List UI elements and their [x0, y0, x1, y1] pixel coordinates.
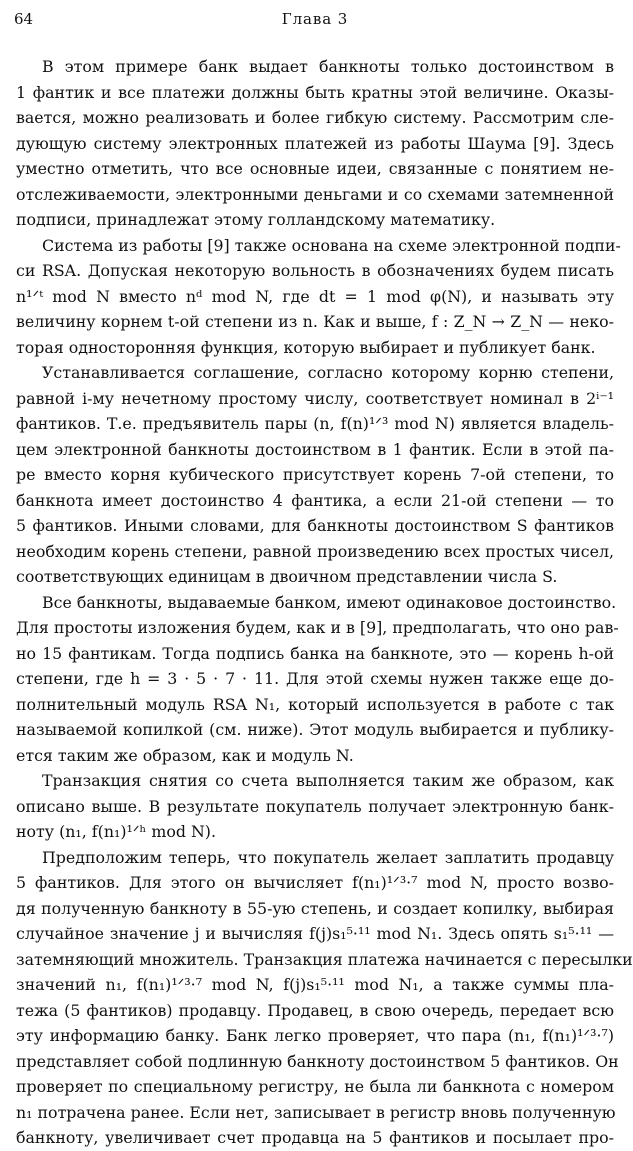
- text-line: Предположим теперь, что покупатель желает заплатить продавцу: [42, 847, 614, 867]
- text-line: проверяет по специальному регистру, не была ли банкнота с номером: [16, 1077, 614, 1096]
- paragraph-5: [16, 768, 614, 845]
- text-line: Транзакция снятия со счета выполняется таким же образом, как: [42, 771, 614, 790]
- text-line: n¹ᐟᵗ mod N вместо nᵈ mod N, где dt = 1 mod φ(N), и называть эту: [16, 286, 614, 306]
- text-line: цем электронной банкноты достоинством в 1 фантик. Если в этой па-: [16, 439, 614, 459]
- text-line: Система из работы [9] также основана на схеме электронной подпи-: [42, 235, 621, 255]
- text-line: значений n₁, f(n₁)¹ᐟ³·⁷ mod N, f(j)s₁⁵·¹¹ mod N₁, а также суммы пла-: [16, 975, 614, 994]
- text-line: описано выше. В результате покупатель получает электронную банк-: [16, 796, 614, 816]
- text-line: тежа (5 фантиков) продавцу. Продавец, в свою очередь, передает всю: [16, 1000, 614, 1020]
- text-line: вается, можно реализовать и более гибкую систему. Рассмотрим сле-: [16, 108, 614, 127]
- page-number: 64: [14, 10, 34, 28]
- text-line: подписи, принадлежат этому голландскому математику.: [16, 210, 496, 229]
- text-line: Для простоты изложения будем, как и в [9], предполагать, что оно рав-: [16, 618, 619, 637]
- paragraph-6: [16, 845, 633, 1151]
- text-line: 5 фантиков. Иными словами, для банкноты достоинством S фантиков: [16, 516, 614, 535]
- text-line: банкнота имеет достоинство 4 фантика, а если 21-ой степени — то: [16, 490, 614, 510]
- body-text: [16, 54, 633, 1151]
- text-line: ется таким же образом, как и модуль N.: [16, 745, 354, 765]
- text-line: необходим корень степени, равной произведению всех простых чисел,: [16, 541, 614, 561]
- text-line: 1 фантик и все платежи должны быть кратны этой величине. Оказы-: [16, 82, 614, 102]
- text-line: банкноту, увеличивает счет продавца на 5 фантиков и посылает про-: [16, 1128, 614, 1147]
- text-line: торая односторонняя функция, которую выбирает и публикует банк.: [16, 337, 596, 357]
- text-line: В этом примере банк выдает банкноты только достоинством в: [42, 57, 614, 76]
- text-line: Устанавливается соглашение, согласно которому корню степени,: [42, 363, 614, 382]
- text-line: си RSA. Допуская некоторую вольность в обозначениях будем писать: [16, 261, 614, 280]
- text-line: степени, где h = 3 · 5 · 7 · 11. Для этой схемы нужен также еще до-: [16, 669, 614, 688]
- text-line: ре вместо корня кубического присутствует корень 7-ой степени, то: [16, 465, 614, 484]
- text-line: соответствующих единицам в двоичном представлении числа S.: [16, 567, 558, 586]
- text-line: дующую систему электронных платежей из работы Шаума [9]. Здесь: [16, 133, 614, 153]
- text-line: равной i-му нечетному простому числу, соответствует номинал в 2ⁱ⁻¹: [16, 388, 614, 408]
- paragraph-1: [16, 54, 614, 233]
- running-head: [14, 10, 616, 30]
- text-line: называемой копилкой (см. ниже). Этот модуль выбирается и публику-: [16, 720, 614, 739]
- text-line: но 15 фантикам. Тогда подпись банка на банкноте, это — корень h-ой: [16, 643, 614, 663]
- text-line: представляет собой подлинную банкноту достоинством 5 фантиков. Он: [16, 1051, 619, 1071]
- text-line: ноту (n₁, f(n₁)¹ᐟʰ mod N).: [16, 822, 216, 841]
- text-line: n₁ потрачена ранее. Если нет, записывает в регистр вновь полученную: [16, 1102, 616, 1122]
- chapter-title: Глава 3: [281, 10, 349, 28]
- text-line: случайное значение j и вычисляя f(j)s₁⁵·¹¹ mod N₁. Здесь опять s₁⁵·¹¹ —: [16, 924, 614, 943]
- text-line: затемняющий множитель. Транзакция платежа начинается с пересылки: [16, 949, 633, 969]
- text-line: Все банкноты, выдаваемые банком, имеют одинаковое достоинство.: [42, 592, 617, 612]
- text-line: дя полученную банкноту в 55-ую степень, и создает копилку, выбирая: [16, 898, 614, 918]
- text-line: 5 фантиков. Для этого он вычисляет f(n₁)¹ᐟ³·⁷ mod N, просто возво-: [16, 873, 614, 892]
- text-line: фантиков. Т.е. предъявитель пары (n, f(n)¹ᐟ³ mod N) является владель-: [16, 414, 614, 433]
- paragraph-4: [16, 590, 619, 769]
- text-line: отслеживаемости, электронными деньгами и со схемами затемненной: [16, 184, 614, 204]
- paragraph-3: [16, 360, 614, 590]
- text-line: уместно отметить, что все основные идеи, связанные с понятием не-: [16, 159, 614, 178]
- text-line: полнительный модуль RSA N₁, который используется в работе с так: [16, 694, 614, 714]
- text-line: величину корнем t-ой степени из n. Как и выше, f : Z_N → Z_N — неко-: [16, 312, 614, 331]
- paragraph-2: [16, 233, 621, 361]
- text-line: эту информацию банку. Банк легко проверяет, что пара (n₁, f(n₁)¹ᐟ³·⁷): [16, 1026, 614, 1045]
